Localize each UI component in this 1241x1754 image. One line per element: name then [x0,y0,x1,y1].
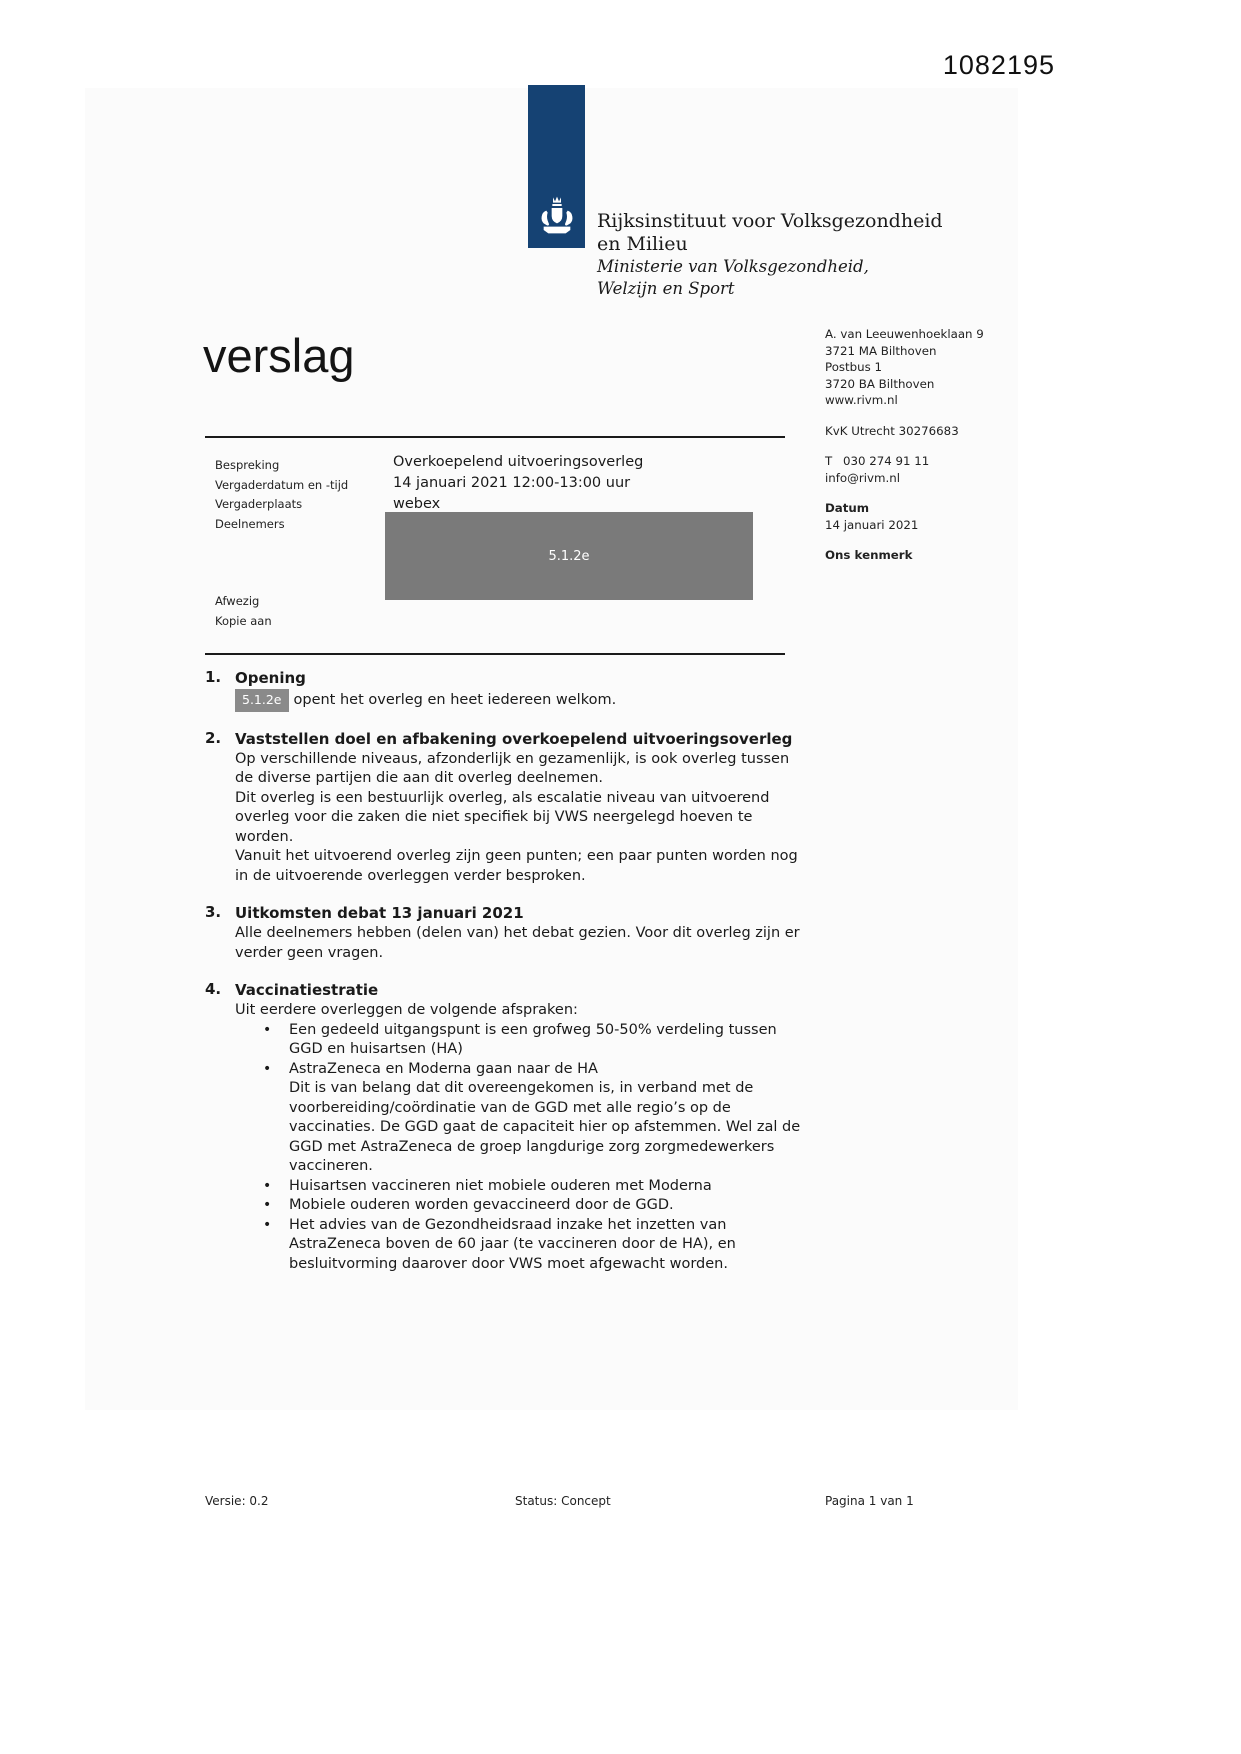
page-title: verslag [203,329,355,382]
section-number: 3. [205,903,222,921]
bullet-icon: • [263,1177,272,1194]
phone-label: T [825,454,833,468]
address-line: A. van Leeuwenhoeklaan 9 [825,327,984,341]
rivm-logo [528,85,585,248]
bullet-text: Het advies van de Gezondheidsraad inzake het inzetten van AstraZeneca boven de 60 jaar (te vaccineren door de HA), en besluitvorming daarover door VWS moet afgewacht worden. [289,1216,736,1272]
org-name-line1: Rijksinstituut voor Volksgezondheid [597,210,943,232]
datum-value: 14 januari 2021 [825,517,919,532]
bullet-text: Huisartsen vaccineren niet mobiele ouderen met Moderna [289,1177,712,1194]
paragraph [235,689,802,712]
divider [205,653,785,655]
redaction-code: 5.1.2e [548,548,590,564]
label-deelnemers: Deelnemers [215,517,285,532]
list-item [235,1060,802,1177]
paragraph: Dit overleg is een bestuurlijk overleg, als escalatie niveau van uitvoerend overleg voor die zaken die niet specifiek bij VWS neergelegd hoeven te worden. [235,789,770,845]
label-kopie-aan: Kopie aan [215,613,272,628]
section-number: 4. [205,980,222,998]
address-line: 3720 BA Bilthoven [825,376,935,391]
bullet-icon: • [263,1216,272,1233]
section-number: 1. [205,668,222,686]
footer-status: Status: Concept [515,1494,611,1508]
bullet-sub-text: Dit is van belang dat dit overeengekomen is, in verband met de voorbereiding/coördinatie van de GGD met alle regio’s op de vaccinaties. De GGD gaat de capaciteit hier op afstemmen. Wel zal de GGD met AstraZeneca de groep langdurige zorg zorgmedewerkers vaccineren. [289,1080,801,1174]
meeting-datetime: 14 januari 2021 12:00-13:00 uur [393,475,631,491]
section-vaccinatie [205,980,802,1274]
footer-version: Versie: 0.2 [205,1494,269,1508]
list-item [235,1216,802,1275]
bullet-icon: • [263,1060,272,1077]
datum-label: Datum [825,501,870,515]
section-title: Vaccinatiestratie [235,981,379,999]
section-title: Opening [235,669,306,687]
bullet-icon: • [263,1197,272,1213]
section-title: Uitkomsten debat 13 januari 2021 [235,904,524,922]
document-body [205,668,802,1291]
opening-text: opent het overleg en heet iedereen welkom. [293,692,617,708]
redaction-chip: 5.1.2e [235,689,289,712]
kenmerk-label: Ons kenmerk [825,548,913,562]
list-item [235,1177,802,1197]
redaction-block [385,512,753,600]
list-item [235,1021,802,1060]
contact-sidebar [825,326,1005,564]
document-number: 1082195 [942,50,1055,80]
paragraph: Alle deelnemers hebben (delen van) het debat gezien. Voor dit overleg zijn er verder geen vragen. [235,925,800,961]
bullet-text: Een gedeeld uitgangspunt is een grofweg 50-50% verdeling tussen GGD en huisartsen (HA) [289,1021,777,1057]
section-number: 2. [205,728,222,747]
address-line: 3721 MA Bilthoven [825,343,937,358]
section-uitkomsten [205,903,802,963]
paragraph: Vanuit het uitvoerend overleg zijn geen punten; een paar punten worden nog in de uitvoerende overleggen verder besproken. [235,848,798,884]
bullet-text: Mobiele ouderen worden gevaccineerd door de GGD. [289,1197,674,1213]
bullet-icon: • [263,1021,272,1038]
meeting-location: webex [393,496,441,512]
label-vergaderdatum: Vergaderdatum en -tijd [215,477,349,492]
rivm-coat-of-arms-icon [537,196,577,244]
footer-page-number: Pagina 1 van 1 [825,1494,914,1508]
kvk-line: KvK Utrecht 30276683 [825,423,959,438]
divider [205,436,785,438]
bullet-main-text: AstraZeneca en Moderna gaan naar de HA [289,1060,598,1077]
meeting-values [393,452,773,515]
website-text: www.rivm.nl [825,393,898,407]
section-opening [205,668,802,712]
label-afwezig: Afwezig [215,594,260,608]
bullet-text [289,1060,802,1177]
label-vergaderplaats: Vergaderplaats [215,497,303,512]
phone-line [825,453,1005,470]
address-line: Postbus 1 [825,360,883,374]
meeting-labels-bottom [215,592,272,631]
email-text: info@rivm.nl [825,470,901,485]
section-title: Vaststellen doel en afbakening overkoepelend uitvoeringsoverleg [235,729,793,748]
list-item [235,1196,802,1216]
org-name-line2: en Milieu [597,233,688,255]
ministry-line2: Welzijn en Sport [597,279,735,298]
ministry-line1: Ministerie van Volksgezondheid, [597,257,869,276]
label-bespreking: Bespreking [215,458,280,472]
section-vaststellen [205,729,802,887]
meeting-labels [215,456,348,535]
paragraph: Op verschillende niveaus, afzonderlijk en gezamenlijk, is ook overleg tussen de diverse partijen die aan dit overleg deelnemen. [235,750,790,786]
paragraph: Uit eerdere overleggen de volgende afspraken: [235,1002,578,1018]
phone-number: 030 274 91 11 [843,454,930,468]
logo-wordmark [597,210,943,300]
meeting-subject: Overkoepelend uitvoeringsoverleg [393,454,644,470]
